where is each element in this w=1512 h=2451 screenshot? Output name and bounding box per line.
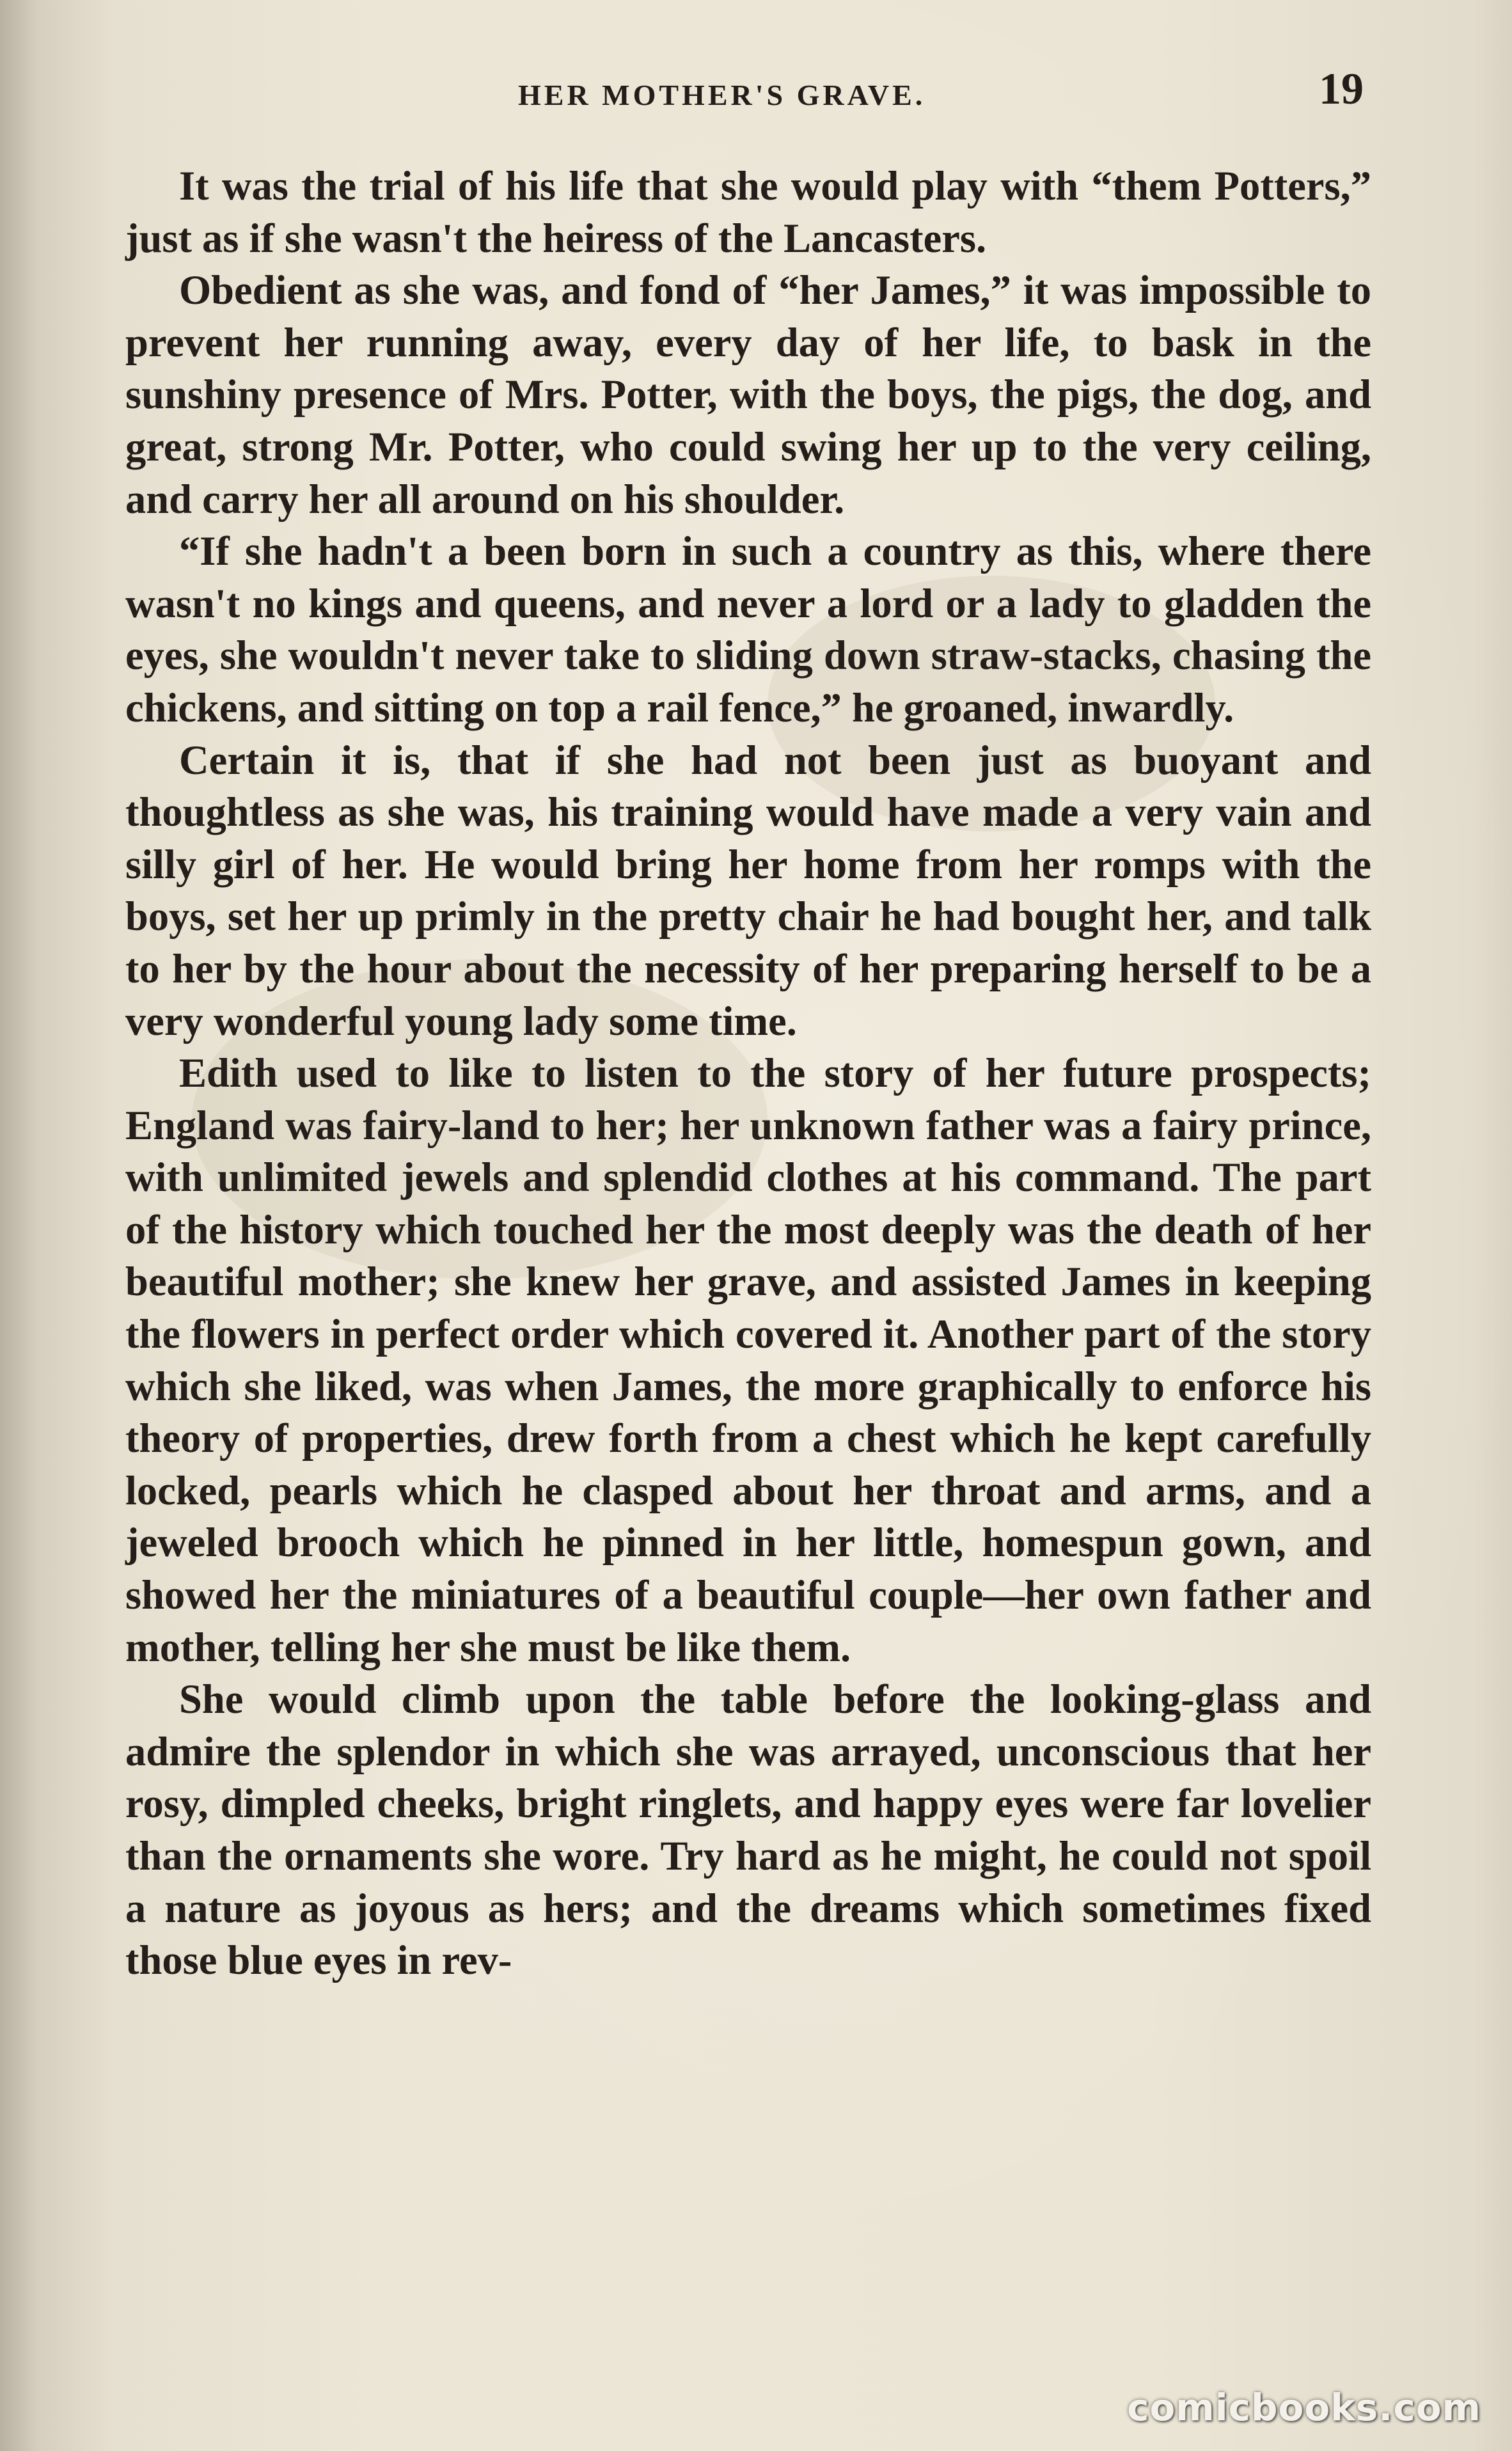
body-text [125, 160, 1371, 1987]
paragraph: Obedient as she was, and fond of “her James,” it was impossible to prevent her running away, every day of her life, to bask in the sunshiny presence of Mrs. Potter, with the boys, the pigs, the dog, and great, strong Mr. Potter, who could swing her up to the very ceiling, and carry her all around on his shoulder. [125, 267, 1371, 522]
page-number: 19 [1319, 65, 1364, 114]
paragraph: “If she hadn't a been born in such a country as this, where there wasn't no kings and queens, and never a lord or a lady to gladden the eyes, she wouldn't never take to sliding down straw-stacks, chasing the chickens, and sitting on top a rail fence,” he groaned, inwardly. [125, 528, 1371, 730]
paragraph: Edith used to like to listen to the story of her future prospects; England was fairy-land to her; her unknown father was a fairy prince, with unlimited jewels and splendid clothes at his command. The part of the history which touched her the most deeply was the death of her beautiful mother; she knew her grave, and assisted James in keeping the flowers in perfect order which covered it. Another part of the story which she liked, was when James, the more graphically to enforce his theory of properties, drew forth from a chest which he kept carefully locked, pearls which he clasped about her throat and arms, and a jeweled brooch which he pinned in her little, homespun gown, and showed her the miniatures of a beautiful couple—her own father and mother, telling her she must be like them. [125, 1050, 1371, 1670]
paragraph: She would climb upon the table before the looking-glass and admire the splendor in which she was arrayed, unconscious that her rosy, dimpled cheeks, bright ringlets, and happy eyes were far lovelier than the ornaments she wore. Try hard as he might, he could not spoil a nature as joyous as hers; and the dreams which sometimes fixed those blue eyes in rev- [125, 1676, 1371, 1983]
source-watermark: comicbooks.com [1127, 2386, 1481, 2429]
paragraph: Certain it is, that if she had not been just as buoyant and thoughtless as she was, his training would have made a very vain and silly girl of her. He would bring her home from her romps with the boys, set her up primly in the pretty chair he had bought her, and talk to her by the hour about the necessity of her preparing herself to be a very wonderful young lady some time. [125, 737, 1371, 1044]
paragraph: It was the trial of his life that she would play with “them Potters,” just as if she wasn't the heiress of the Lancasters. [125, 163, 1371, 261]
running-head: HER MOTHER'S GRAVE. [518, 79, 926, 111]
page-header [0, 64, 1512, 122]
